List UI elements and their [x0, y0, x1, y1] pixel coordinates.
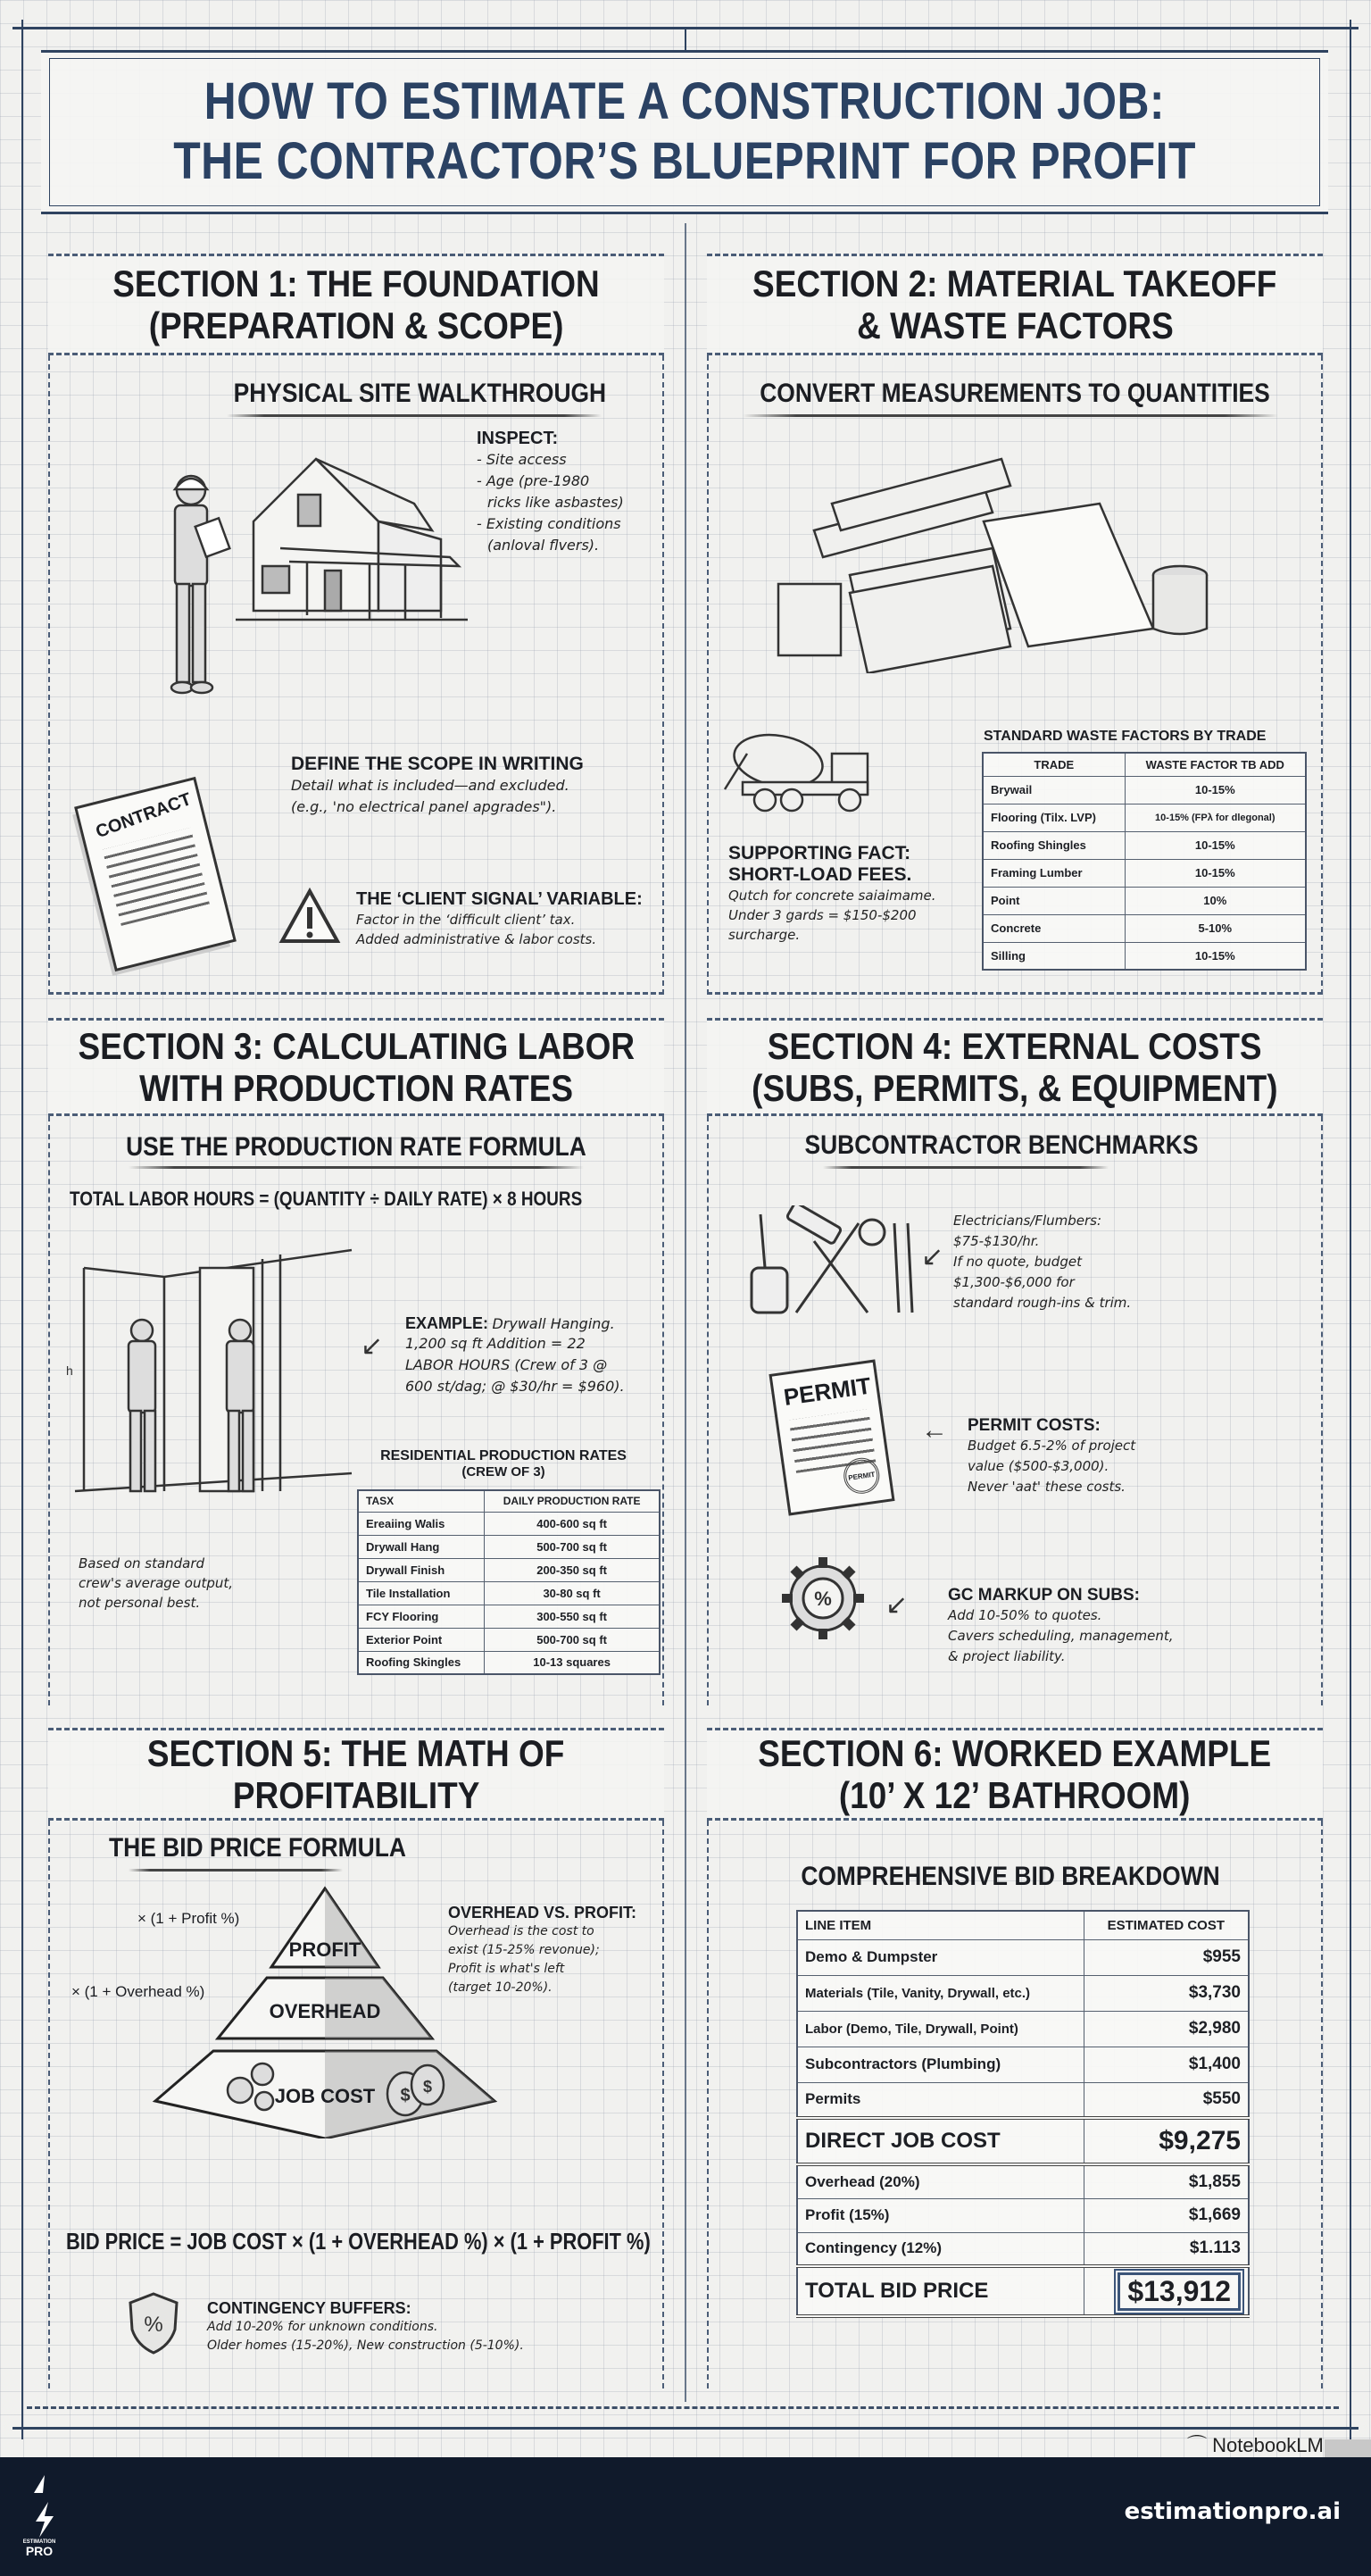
labor-hours-formula: TOTAL LABOR HOURS = (QUANTITY ÷ DAILY RATE) × 8 HOURS: [70, 1188, 583, 1210]
table-row: [983, 859, 1306, 887]
table-row: [983, 914, 1306, 942]
markup-item: Overhead (20%): [797, 2164, 1084, 2198]
markup-item: Contingency (12%): [797, 2232, 1084, 2266]
logo-wordmark: [21, 2539, 57, 2557]
line-item: Labor (Demo, Tile, Drywall, Point): [797, 2011, 1084, 2047]
client-signal-text: Factor in the ‘difficult client’ tax.: [356, 912, 576, 928]
percent-gear-icon: [778, 1554, 877, 1652]
subhead-underline: [129, 1166, 584, 1169]
client-signal-title: THE ‘CLIENT SIGNAL’ VARIABLE:: [356, 889, 643, 909]
section-6-title-line-2: (10’ X 12’ BATHROOM): [839, 1774, 1191, 1816]
fact-text: Under 3 gards = $150-$200: [728, 907, 917, 923]
frame-right: [1350, 20, 1351, 2439]
waste-cell: 10-15% (FPλ for dlegonal): [1125, 804, 1306, 831]
table-row: [983, 942, 1306, 970]
rate-cell: 30-80 sq ft: [485, 1581, 660, 1605]
table-row: [358, 1535, 660, 1558]
page-title-line-2: THE CONTRACTOR’S BLUEPRINT FOR PROFIT: [173, 132, 1196, 190]
section-2-title-line-1: SECTION 2: MATERIAL TAKEOFF: [752, 262, 1277, 304]
logo-line-2: PRO: [25, 2544, 54, 2558]
inspect-block: [477, 429, 664, 556]
section-4-heading: [707, 1018, 1323, 1116]
section-3: [48, 1018, 664, 1705]
subhead-underline: [823, 1166, 1109, 1169]
overhead-vs-profit-text: exist (15-25% revonue);: [448, 1943, 600, 1957]
table-row: [983, 887, 1306, 914]
task-cell: FCY Flooring: [358, 1605, 485, 1628]
section-6-title-line-1: SECTION 6: WORKED EXAMPLE: [758, 1731, 1272, 1774]
task-cell: Exterior Point: [358, 1628, 485, 1651]
rate-cell: 300-550 sq ft: [485, 1605, 660, 1628]
waste-factors-table: [982, 752, 1307, 971]
markup-cost: $1.113: [1084, 2232, 1249, 2266]
fact-text: surcharge.: [728, 927, 801, 943]
section-5-title-line-1: SECTION 5: THE MATH OF: [147, 1731, 565, 1774]
rate-cell: 400-600 sq ft: [485, 1512, 660, 1535]
section-2-title-line-2: & WASTE FACTORS: [856, 304, 1174, 346]
footer-bar: [0, 2457, 1371, 2576]
column-header: DAILY PRODUCTION RATE: [485, 1490, 660, 1512]
overhead-vs-profit-text: Profit is what's left: [448, 1962, 565, 1976]
page-title-line-1: HOW TO ESTIMATE A CONSTRUCTION JOB:: [204, 72, 1166, 131]
section-5: [48, 1728, 664, 2388]
section-5-title-line-2: PROFITABILITY: [232, 1774, 480, 1816]
waste-cell: 10-15%: [1125, 831, 1306, 859]
trade-cell: Silling: [983, 942, 1125, 970]
benchmark-line: standard rough-ins & trim.: [953, 1295, 1132, 1311]
subcontractor-benchmark-text: [953, 1211, 1131, 1313]
fact-title: SUPPORTING FACT:: [728, 843, 911, 863]
table-row: [358, 1558, 660, 1581]
watermark-cover: [1325, 2439, 1371, 2457]
concrete-mixer-truck-illustration: [716, 727, 894, 816]
markup-cost: $1,855: [1084, 2164, 1249, 2198]
table-row: [797, 2082, 1249, 2118]
direct-job-cost-row: [797, 2118, 1249, 2164]
total-bid-price-row: [797, 2266, 1249, 2316]
arrow-icon: ↙: [885, 1590, 909, 1620]
line-item: Materials (Tile, Vanity, Drywall, etc.): [797, 1975, 1084, 2011]
task-cell: Drywall Finish: [358, 1558, 485, 1581]
watermark-text: NotebookLM: [1212, 2434, 1324, 2456]
multiplier-overhead-label: × (1 + Overhead %): [71, 1983, 205, 2000]
section-2: [707, 254, 1323, 995]
short-load-fact-block: [728, 843, 936, 945]
inspect-item: (anloval flvers).: [487, 537, 600, 554]
subhead-underline: [227, 414, 602, 417]
contingency-block: [207, 2299, 524, 2355]
example-text: 1,200 sq ft Addition = 22: [405, 1335, 586, 1352]
drywall-workers-illustration: [66, 1241, 361, 1527]
table-row: [797, 1975, 1249, 2011]
table-row: [797, 2198, 1249, 2232]
overhead-vs-profit-title: OVERHEAD VS. PROFIT:: [448, 1904, 637, 1922]
section-1: [48, 254, 664, 995]
waste-cell: 5-10%: [1125, 914, 1306, 942]
pyramid-profit-label: PROFIT: [288, 1938, 361, 1961]
section-4-title-line-1: SECTION 4: EXTERNAL COSTS: [768, 1024, 1262, 1067]
permit-costs-text: Budget 6.5-2% of project: [968, 1438, 1136, 1454]
section-6-subhead: COMPREHENSIVE BID BREAKDOWN: [801, 1862, 1220, 1891]
section-2-subhead: CONVERT MEASUREMENTS TO QUANTITIES: [760, 379, 1270, 408]
gc-markup-block: [948, 1586, 1174, 1667]
subhead-underline: [743, 414, 1278, 417]
client-signal-text: Added administrative & labor costs.: [356, 931, 597, 947]
table-header-row: [983, 753, 1306, 776]
client-signal-block: [356, 889, 643, 949]
section-6-heading: [707, 1728, 1323, 1821]
line-cost: $955: [1084, 1939, 1249, 1975]
section-3-heading: [48, 1018, 664, 1116]
rate-cell: 500-700 sq ft: [485, 1535, 660, 1558]
frame-bottom: [12, 2427, 1359, 2430]
dimension-h-label: h: [66, 1363, 73, 1378]
waste-table-title: STANDARD WASTE FACTORS BY TRADE: [984, 729, 1267, 744]
permit-document-icon: [769, 1359, 894, 1515]
task-cell: Ereaiing Walis: [358, 1512, 485, 1535]
line-cost: $550: [1084, 2082, 1249, 2118]
svg-text:$: $: [422, 2078, 433, 2096]
house-inspector-illustration: [146, 450, 521, 718]
scope-text: (e.g., 'no electrical panel apgrades").: [291, 798, 557, 815]
section-3-subhead: USE THE PRODUCTION RATE FORMULA: [126, 1132, 586, 1162]
markup-item: Profit (15%): [797, 2198, 1084, 2232]
table-row: [983, 804, 1306, 831]
table-header-row: [797, 1911, 1249, 1939]
table-title-line: RESIDENTIAL PRODUCTION RATES: [380, 1448, 627, 1463]
production-table-title: [361, 1448, 646, 1480]
column-header: WASTE FACTOR TB ADD: [1125, 753, 1306, 776]
multiplier-profit-label: × (1 + Profit %): [137, 1910, 240, 1927]
dimension-line-bottom: [27, 2406, 1339, 2409]
table-row: [358, 1628, 660, 1651]
line-cost: $3,730: [1084, 1975, 1249, 2011]
section-4-title-line-2: (SUBS, PERMITS, & EQUIPMENT): [752, 1067, 1278, 1109]
trade-cell: Framing Lumber: [983, 859, 1125, 887]
column-header: TRADE: [983, 753, 1125, 776]
bid-price-formula: BID PRICE = JOB COST × (1 + OVERHEAD %) × (1 + PROFIT %): [66, 2228, 651, 2255]
scope-block: [291, 754, 584, 818]
subhead-underline: [129, 1869, 343, 1872]
svg-text:%: %: [144, 2313, 163, 2337]
svg-text:%: %: [814, 1588, 832, 1610]
benchmark-line: Electricians/Flumbers:: [953, 1213, 1102, 1229]
table-title-line: (CREW OF 3): [461, 1464, 545, 1480]
section-4: [707, 1018, 1323, 1705]
contingency-title: CONTINGENCY BUFFERS:: [207, 2299, 411, 2317]
lumber-materials-illustration: [760, 450, 1260, 673]
inspect-item: - Site access: [477, 451, 567, 468]
production-rates-table: [357, 1489, 661, 1675]
section-1-heading: [48, 254, 664, 355]
overhead-vs-profit-text: (target 10-20%).: [448, 1980, 553, 1995]
markup-cost: $1,669: [1084, 2198, 1249, 2232]
total-bid-price-label: TOTAL BID PRICE: [797, 2266, 1084, 2316]
table-row: [797, 2232, 1249, 2266]
frame-center-line: [685, 223, 686, 2402]
gc-markup-title: GC MARKUP ON SUBS:: [948, 1586, 1140, 1605]
scope-text: Detail what is included—and excluded.: [291, 777, 569, 794]
notebooklm-watermark: [1187, 2430, 1324, 2458]
inspect-item: - Existing conditions: [477, 515, 621, 532]
contingency-text: Older homes (15-20%), New construction (5-10%).: [207, 2338, 524, 2353]
table-row: [358, 1605, 660, 1628]
gc-markup-text: Add 10-50% to quotes.: [948, 1607, 1102, 1623]
trade-cell: Flooring (Tilx. LVP): [983, 804, 1125, 831]
rate-cell: 200-350 sq ft: [485, 1558, 660, 1581]
permit-costs-text: Never 'aat' these costs.: [968, 1479, 1126, 1495]
permit-label: PERMIT: [782, 1371, 873, 1411]
arrow-icon: ↙: [921, 1242, 944, 1271]
inspect-item: ricks like asbastes): [487, 494, 624, 511]
fact-text: Qutch for concrete saiaimame.: [728, 888, 936, 904]
tape-measure-icon: [752, 1268, 787, 1313]
waste-cell: 10%: [1125, 887, 1306, 914]
table-row: [797, 1939, 1249, 1975]
benchmark-line: $75-$130/hr.: [953, 1233, 1040, 1249]
rate-cell: 500-700 sq ft: [485, 1628, 660, 1651]
total-bid-price-stamp: $13,912: [1118, 2272, 1241, 2311]
estimationpro-logo-icon: [27, 2475, 62, 2538]
section-3-title-line-2: WITH PRODUCTION RATES: [139, 1067, 573, 1109]
permit-costs-block: [968, 1416, 1135, 1497]
frame-center-tick: [685, 27, 686, 50]
section-4-subhead: SUBCONTRACTOR BENCHMARKS: [804, 1130, 1199, 1160]
line-item: Subcontractors (Plumbing): [797, 2047, 1084, 2082]
table-row: [797, 2164, 1249, 2198]
table-row: [797, 2047, 1249, 2082]
example-text: LABOR HOURS (Crew of 3 @: [405, 1356, 608, 1373]
task-cell: Roofing Skingles: [358, 1651, 485, 1674]
section-2-heading: [707, 254, 1323, 355]
section-3-title-line-1: SECTION 3: CALCULATING LABOR: [78, 1024, 635, 1067]
overhead-vs-profit-text: Overhead is the cost to: [448, 1924, 594, 1938]
note-text: crew's average output,: [79, 1575, 234, 1591]
example-label: EXAMPLE:: [405, 1314, 489, 1332]
section-1-title-line-2: (PREPARATION & SCOPE): [148, 304, 564, 346]
gc-markup-text: Cavers scheduling, management,: [948, 1628, 1174, 1644]
line-item: Demo & Dumpster: [797, 1939, 1084, 1975]
contingency-text: Add 10-20% for unknown conditions.: [207, 2320, 438, 2334]
permit-costs-text: value ($500-$3,000).: [968, 1458, 1109, 1474]
waste-cell: 10-15%: [1125, 859, 1306, 887]
table-header-row: [358, 1490, 660, 1512]
column-header: TASX: [358, 1490, 485, 1512]
note-text: Based on standard: [79, 1555, 205, 1571]
rate-cell: 10-13 squares: [485, 1651, 660, 1674]
waste-cell: 10-15%: [1125, 776, 1306, 804]
bid-breakdown-table: [796, 1910, 1250, 2318]
table-row: [797, 2011, 1249, 2047]
inspect-item: - Age (pre-1980: [477, 472, 590, 489]
example-text: 600 st/dag; @ $30/hr = $960).: [405, 1378, 625, 1395]
overhead-vs-profit-block: [448, 1904, 636, 1997]
contract-label: CONTRACT: [93, 789, 195, 843]
section-5-heading: [48, 1728, 664, 1821]
pyramid-job-cost-label: JOB COST: [274, 2085, 376, 2107]
table-row: [358, 1581, 660, 1605]
section-1-subhead: PHYSICAL SITE WALKTHROUGH: [233, 379, 607, 408]
logo-line-1: ESTIMATION: [22, 2539, 56, 2545]
fact-title: SHORT-LOAD FEES.: [728, 864, 912, 885]
table-row: [983, 831, 1306, 859]
note-text: not personal best.: [79, 1595, 201, 1611]
section-6: [707, 1728, 1323, 2388]
footer-site-link[interactable]: estimationpro.ai: [1124, 2498, 1341, 2525]
benchmark-line: If no quote, budget: [953, 1254, 1082, 1270]
line-cost: $1,400: [1084, 2047, 1249, 2082]
line-cost: $2,980: [1084, 2011, 1249, 2047]
task-cell: Drywall Hang: [358, 1535, 485, 1558]
column-header: LINE ITEM: [797, 1911, 1084, 1939]
table-row: [358, 1512, 660, 1535]
total-bid-price-value: [1084, 2266, 1249, 2316]
trade-cell: Point: [983, 887, 1125, 914]
arrow-icon: ↙: [361, 1331, 384, 1361]
permit-stamp-icon: PERMIT: [842, 1455, 882, 1496]
warning-triangle-icon: [278, 888, 341, 945]
permit-costs-title: PERMIT COSTS:: [968, 1416, 1101, 1435]
direct-job-cost-value: $9,275: [1084, 2118, 1249, 2164]
svg-text:$: $: [400, 2086, 411, 2105]
notebooklm-logo-icon: ⌒: [1187, 2434, 1213, 2456]
waste-cell: 10-15%: [1125, 942, 1306, 970]
trade-cell: Roofing Shingles: [983, 831, 1125, 859]
contingency-shield-icon: [127, 2290, 180, 2356]
drywall-example-block: [405, 1314, 625, 1397]
section-5-subhead: THE BID PRICE FORMULA: [109, 1833, 406, 1863]
average-output-note: [79, 1554, 233, 1613]
section-1-title-line-1: SECTION 1: THE FOUNDATION: [112, 262, 600, 304]
gc-markup-text: & project liability.: [948, 1648, 1066, 1664]
frame-left: [21, 20, 23, 2439]
table-row: [983, 776, 1306, 804]
column-header: ESTIMATED COST: [1084, 1911, 1249, 1939]
tools-illustration: [743, 1205, 921, 1330]
table-row: [358, 1651, 660, 1674]
scope-title: DEFINE THE SCOPE IN WRITING: [291, 754, 584, 774]
arrow-icon: ←: [921, 1415, 948, 1445]
pyramid-overhead-label: OVERHEAD: [269, 2000, 381, 2022]
benchmark-line: $1,300-$6,000 for: [953, 1274, 1075, 1290]
line-item: Permits: [797, 2082, 1084, 2118]
task-cell: Tile Installation: [358, 1581, 485, 1605]
direct-job-cost-label: DIRECT JOB COST: [797, 2118, 1084, 2164]
inspect-title: INSPECT:: [477, 429, 559, 448]
example-text: Drywall Hanging.: [492, 1315, 615, 1332]
trade-cell: Brywail: [983, 776, 1125, 804]
trade-cell: Concrete: [983, 914, 1125, 942]
title-banner: [41, 50, 1328, 214]
